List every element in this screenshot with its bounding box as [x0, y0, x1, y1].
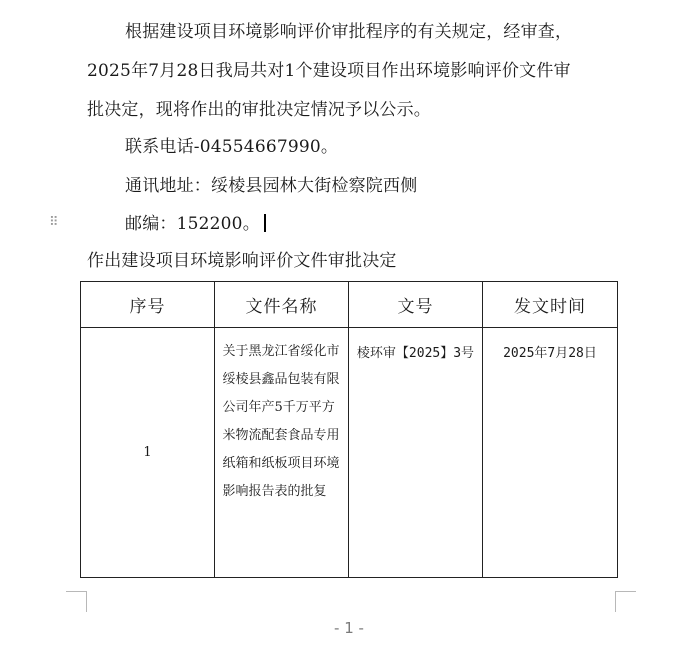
postcode-text: 邮编：152200。 [125, 214, 260, 234]
cell-seq: 1 [81, 328, 215, 578]
text-cursor [264, 214, 266, 232]
table-header-row [81, 282, 618, 328]
header-file-name: 文件名称 [215, 282, 349, 328]
postcode-line[interactable] [125, 214, 665, 234]
cell-file-name [215, 328, 349, 578]
contact-phone: 联系电话-04554667990。 [125, 137, 339, 157]
table-title: 作出建设项目环境影响评价文件审批决定 [87, 251, 397, 271]
cell-date: 2025年7月28日 [483, 328, 618, 578]
table-row [81, 328, 618, 578]
notice-line-3: 批决定，现将作出的审批决定情况予以公示。 [87, 100, 431, 120]
approval-table [80, 281, 618, 578]
page-corner-mark-right [615, 591, 636, 612]
header-doc-no: 文号 [349, 282, 483, 328]
header-date: 发文时间 [483, 282, 618, 328]
notice-line-2: 2025年7月28日我局共对1个建设项目作出环境影响评价文件审 [87, 61, 571, 81]
file-name-text: 关于黑龙江省绥化市绥棱县鑫品包装有限公司年产5千万平方米物流配套食品专用纸箱和纸板项目环境影响报告表的批复 [222, 344, 340, 499]
contact-address: 通讯地址：绥棱县园林大街检察院西侧 [125, 176, 418, 196]
notice-line-1: 根据建设项目环境影响评价审批程序的有关规定，经审查， [125, 22, 573, 42]
header-seq: 序号 [81, 282, 215, 328]
drag-handle-icon[interactable]: ⠿ [49, 215, 59, 230]
page-corner-mark-left [66, 591, 87, 612]
page-number: - 1 - [334, 619, 364, 637]
cell-doc-no: 棱环审【2025】3号 [349, 328, 483, 578]
